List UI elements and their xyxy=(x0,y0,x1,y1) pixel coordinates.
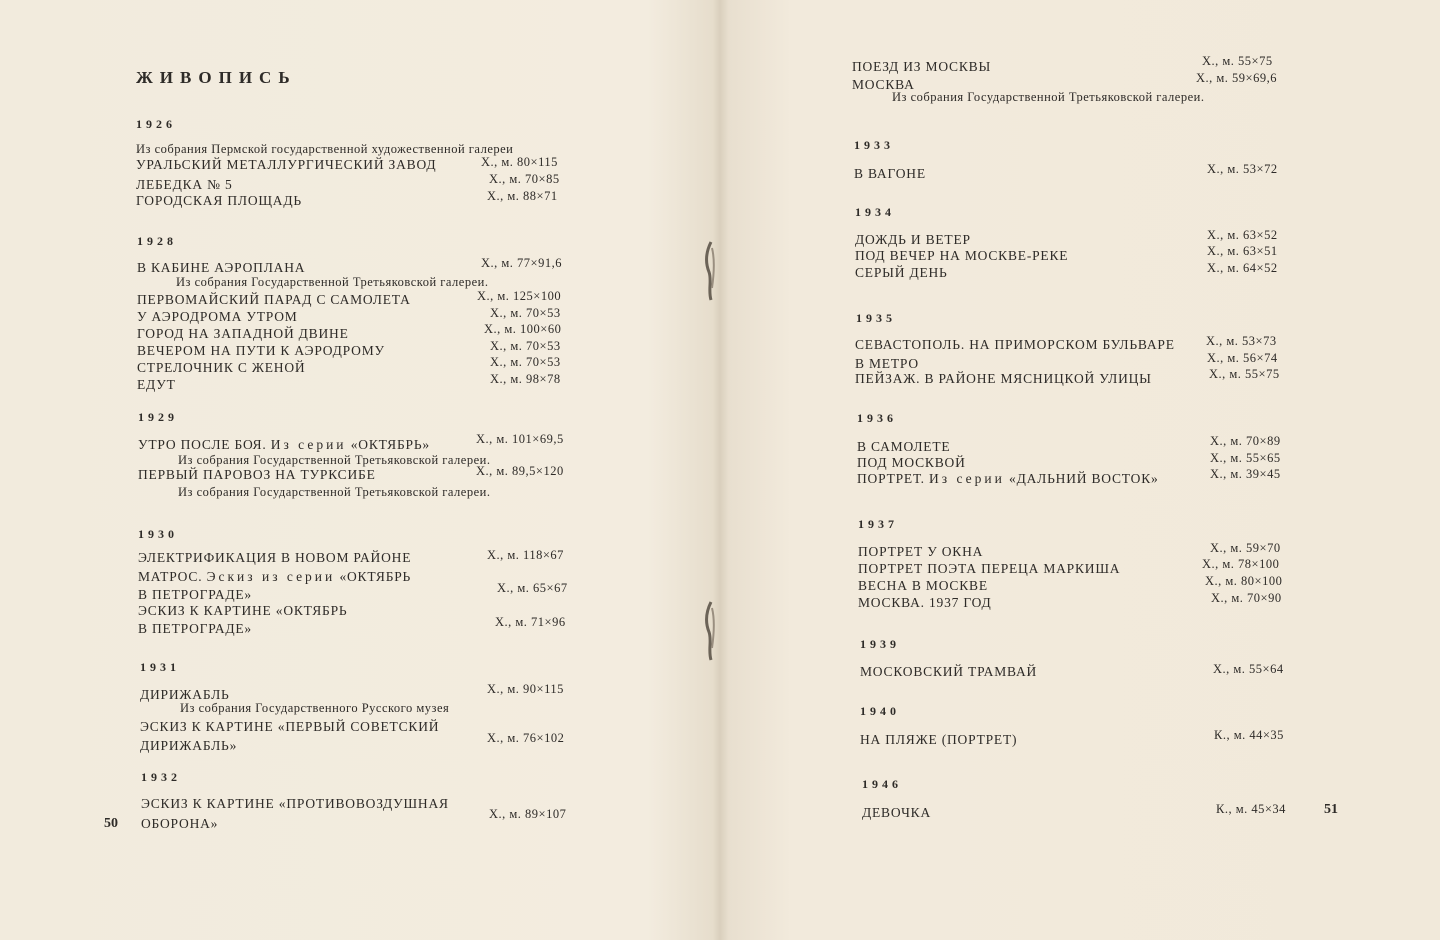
artwork-title: ДЕВОЧКА xyxy=(862,805,931,820)
page-number: 51 xyxy=(1324,802,1338,817)
series-label: Из серии xyxy=(270,437,347,452)
artwork-technique: Х., м. 80×115 xyxy=(481,155,558,169)
artwork-title: СЕВАСТОПОЛЬ. НА ПРИМОРСКОМ БУЛЬВАРЕ xyxy=(855,337,1175,352)
artwork-technique: Х., м. 55×75 xyxy=(1202,54,1273,68)
left-page xyxy=(0,0,712,940)
artwork-title: ПОД МОСКВОЙ xyxy=(857,455,966,470)
artwork-title: ДОЖДЬ И ВЕТЕР xyxy=(855,232,971,247)
artwork-technique: Х., м. 63×51 xyxy=(1207,244,1278,258)
series-name: «ОКТЯБРЬ» xyxy=(350,437,430,452)
artwork-technique: Х., м. 118×67 xyxy=(487,548,564,562)
artwork-technique: Х., м. 71×96 xyxy=(495,615,566,629)
year-heading: 1946 xyxy=(862,777,902,791)
artwork-technique: Х., м. 70×90 xyxy=(1211,591,1282,605)
collection-note: Из собрания Государственной Третьяковской галереи. xyxy=(892,90,1205,104)
artwork-title: ЭСКИЗ К КАРТИНЕ «ОКТЯБРЬ xyxy=(138,603,348,618)
artwork-title xyxy=(857,471,1159,487)
artwork-title-line2: ОБОРОНА» xyxy=(141,816,219,831)
artwork-title: ПОРТРЕТ ПОЭТА ПЕРЕЦА МАРКИША xyxy=(858,561,1121,576)
year-heading: 1935 xyxy=(856,311,896,325)
artwork-title: ГОРОД НА ЗАПАДНОЙ ДВИНЕ xyxy=(137,326,349,341)
series-name: «ОКТЯБРЬ xyxy=(339,569,412,584)
artwork-title xyxy=(138,569,411,585)
artwork-title: В МЕТРО xyxy=(855,356,919,371)
series-name: «ДАЛЬНИЙ ВОСТОК» xyxy=(1009,471,1159,486)
artwork-title-part: УТРО ПОСЛЕ БОЯ. xyxy=(138,437,267,452)
artwork-technique: Х., м. 89×107 xyxy=(489,807,567,821)
year-heading: 1928 xyxy=(137,234,177,248)
artwork-title: ВЕЧЕРОМ НА ПУТИ К АЭРОДРОМУ xyxy=(137,343,385,358)
collection-note: Из собрания Государственной Третьяковской галереи. xyxy=(178,453,491,467)
artwork-technique: Х., м. 80×100 xyxy=(1205,574,1283,588)
year-heading: 1931 xyxy=(140,660,180,674)
artwork-title: СТРЕЛОЧНИК С ЖЕНОЙ xyxy=(137,360,306,375)
collection-note: Из собрания Государственной Третьяковской галереи. xyxy=(176,275,489,289)
artwork-technique: Х., м. 59×70 xyxy=(1210,541,1281,555)
artwork-title-part: МАТРОС. xyxy=(138,569,203,584)
artwork-technique: Х., м. 70×85 xyxy=(489,172,560,186)
artwork-technique: Х., м. 89,5×120 xyxy=(476,464,564,478)
artwork-technique: Х., м. 65×67 xyxy=(497,581,568,595)
artwork-technique: Х., м. 78×100 xyxy=(1202,557,1280,571)
artwork-title: ПЕРВОМАЙСКИЙ ПАРАД С САМОЛЕТА xyxy=(137,292,411,307)
artwork-technique: Х., м. 63×52 xyxy=(1207,228,1278,242)
artwork-title: ВЕСНА В МОСКВЕ xyxy=(858,578,988,593)
artwork-title: НА ПЛЯЖЕ (ПОРТРЕТ) xyxy=(860,732,1018,747)
artwork-technique: Х., м. 55×65 xyxy=(1210,451,1281,465)
year-heading: 1930 xyxy=(138,527,178,541)
artwork-title: В КАБИНЕ АЭРОПЛАНА xyxy=(137,260,306,275)
artwork-technique: Х., м. 56×74 xyxy=(1207,351,1278,365)
artwork-title xyxy=(138,437,430,453)
artwork-technique: К., м. 45×34 xyxy=(1216,802,1286,816)
artwork-technique: Х., м. 100×60 xyxy=(484,322,562,336)
section-title: ЖИВОПИСЬ xyxy=(136,68,297,87)
artwork-title: ЭСКИЗ К КАРТИНЕ «ПРОТИВОВОЗДУШНАЯ xyxy=(141,796,449,811)
artwork-technique: Х., м. 53×72 xyxy=(1207,162,1278,176)
artwork-technique: Х., м. 125×100 xyxy=(477,289,562,303)
year-heading: 1940 xyxy=(860,704,900,718)
artwork-title: В САМОЛЕТЕ xyxy=(857,439,951,454)
artwork-title: ПЕРВЫЙ ПАРОВОЗ НА ТУРКСИБЕ xyxy=(138,467,376,482)
artwork-title: В ВАГОНЕ xyxy=(854,166,926,181)
artwork-technique: Х., м. 55×75 xyxy=(1209,367,1280,381)
staple-icon xyxy=(702,240,720,302)
series-label: Из серии xyxy=(929,471,1005,486)
year-heading: 1933 xyxy=(854,138,894,152)
year-heading: 1937 xyxy=(858,517,898,531)
series-label: Эскиз из серии xyxy=(206,569,336,584)
artwork-technique: Х., м. 98×78 xyxy=(490,372,561,386)
artwork-title-line2: ДИРИЖАБЛЬ» xyxy=(140,738,238,753)
year-heading: 1929 xyxy=(138,410,178,424)
artwork-technique: Х., м. 70×53 xyxy=(490,306,561,320)
artwork-technique: Х., м. 101×69,5 xyxy=(476,432,564,446)
artwork-technique: Х., м. 76×102 xyxy=(487,731,565,745)
artwork-title: ПОД ВЕЧЕР НА МОСКВЕ-РЕКЕ xyxy=(855,248,1069,263)
artwork-title: ДИРИЖАБЛЬ xyxy=(140,687,230,702)
right-page xyxy=(720,0,1440,940)
artwork-technique: Х., м. 70×53 xyxy=(490,355,561,369)
artwork-technique: Х., м. 70×53 xyxy=(490,339,561,353)
year-heading: 1926 xyxy=(136,117,176,131)
artwork-title: У АЭРОДРОМА УТРОМ xyxy=(137,309,298,324)
artwork-title: ЕДУТ xyxy=(137,377,176,392)
artwork-technique: Х., м. 59×69,6 xyxy=(1196,71,1277,85)
collection-note: Из собрания Пермской государственной художественной галереи xyxy=(136,142,514,156)
year-heading: 1934 xyxy=(855,205,895,219)
artwork-title: МОСКОВСКИЙ ТРАМВАЙ xyxy=(860,664,1038,679)
artwork-title: ЛЕБЕДКА № 5 xyxy=(136,177,233,192)
artwork-title: МОСКВА. 1937 ГОД xyxy=(858,595,992,610)
artwork-title-line2: В ПЕТРОГРАДЕ» xyxy=(138,621,252,636)
artwork-technique: Х., м. 64×52 xyxy=(1207,261,1278,275)
artwork-technique: Х., м. 70×89 xyxy=(1210,434,1281,448)
staple-icon xyxy=(702,600,720,662)
artwork-title: ПОРТРЕТ У ОКНА xyxy=(858,544,984,559)
artwork-technique: К., м. 44×35 xyxy=(1214,728,1284,742)
artwork-title: УРАЛЬСКИЙ МЕТАЛЛУРГИЧЕСКИЙ ЗАВОД xyxy=(136,157,437,172)
artwork-title: ПЕЙЗАЖ. В РАЙОНЕ МЯСНИЦКОЙ УЛИЦЫ xyxy=(855,371,1152,386)
artwork-technique: Х., м. 88×71 xyxy=(487,189,558,203)
artwork-title-part: ПОРТРЕТ. xyxy=(857,471,925,486)
collection-note: Из собрания Государственного Русского музея xyxy=(180,701,450,715)
artwork-title: ЭЛЕКТРИФИКАЦИЯ В НОВОМ РАЙОНЕ xyxy=(138,550,412,565)
artwork-technique: Х., м. 77×91,6 xyxy=(481,256,562,270)
artwork-technique: Х., м. 55×64 xyxy=(1213,662,1284,676)
artwork-title: ЭСКИЗ К КАРТИНЕ «ПЕРВЫЙ СОВЕТСКИЙ xyxy=(140,719,440,734)
artwork-technique: Х., м. 39×45 xyxy=(1210,467,1281,481)
collection-note: Из собрания Государственной Третьяковской галереи. xyxy=(178,485,491,499)
year-heading: 1936 xyxy=(857,411,897,425)
artwork-title: СЕРЫЙ ДЕНЬ xyxy=(855,265,948,280)
artwork-title: ПОЕЗД ИЗ МОСКВЫ xyxy=(852,59,992,74)
year-heading: 1932 xyxy=(141,770,181,784)
artwork-technique: Х., м. 90×115 xyxy=(487,682,564,696)
artwork-title-line2: В ПЕТРОГРАДЕ» xyxy=(138,587,252,602)
page-number: 50 xyxy=(104,816,118,831)
artwork-title: ГОРОДСКАЯ ПЛОЩАДЬ xyxy=(136,193,302,208)
year-heading: 1939 xyxy=(860,637,900,651)
artwork-title: МОСКВА xyxy=(852,77,915,92)
artwork-technique: Х., м. 53×73 xyxy=(1206,334,1277,348)
